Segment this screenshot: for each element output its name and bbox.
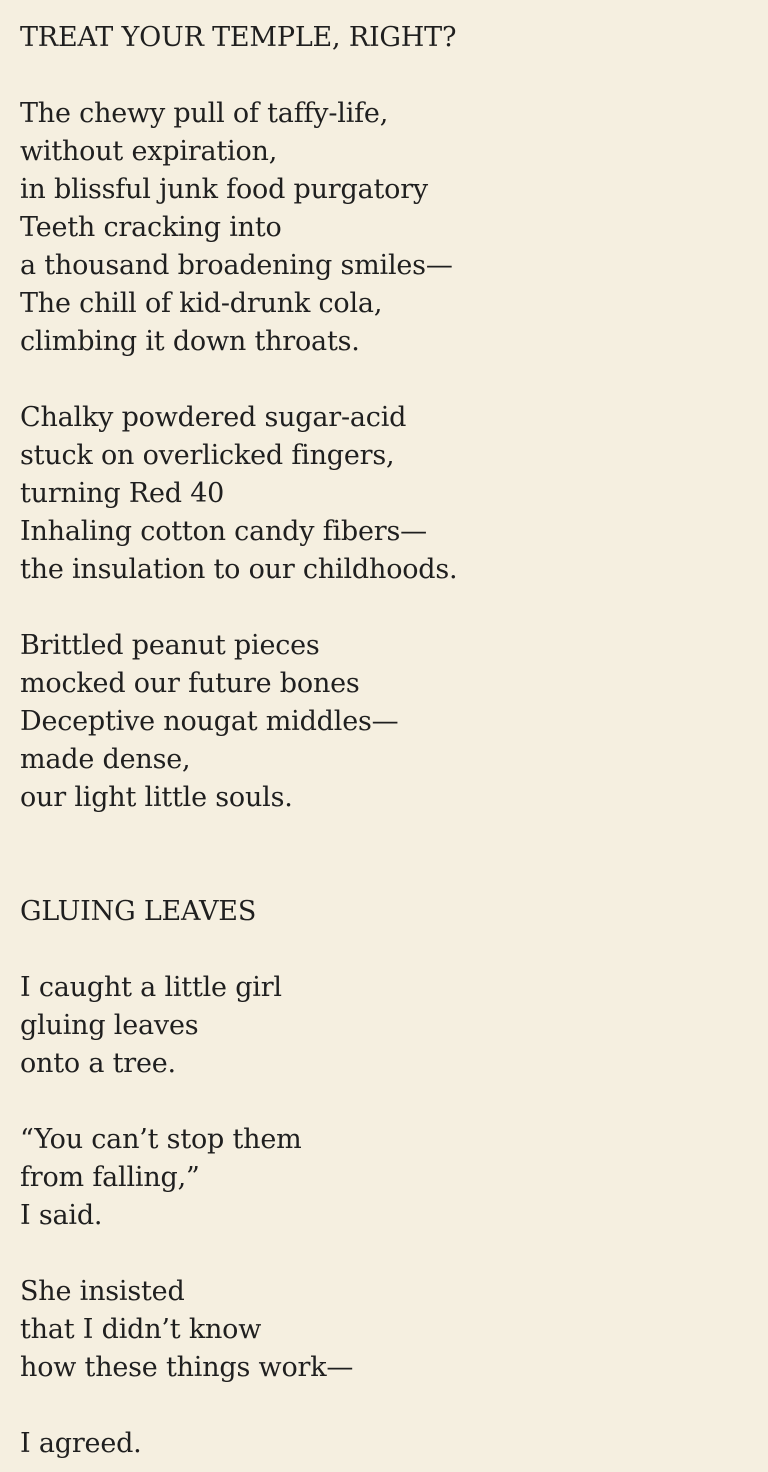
poem-line: from falling,” — [20, 1162, 200, 1193]
poem-separator — [20, 817, 748, 893]
stanza-gap — [20, 1387, 748, 1425]
poem-line: I said. — [20, 1200, 103, 1231]
poem-line: The chewy pull of taffy-life, — [20, 98, 389, 129]
stanza-gap — [20, 57, 748, 95]
poem-line: The chill of kid-drunk cola, — [20, 288, 383, 319]
stanza — [20, 969, 748, 1083]
stanza-gap — [20, 361, 748, 399]
poem-line: “You can’t stop them — [20, 1124, 302, 1155]
poem-line: the insulation to our childhoods. — [20, 554, 458, 585]
poem-title: GLUING LEAVES — [20, 896, 257, 927]
stanza — [20, 1425, 748, 1463]
poem-line: Brittled peanut pieces — [20, 630, 320, 661]
poem-line: gluing leaves — [20, 1010, 199, 1041]
poem-line: I agreed. — [20, 1428, 142, 1459]
poem-line: mocked our future bones — [20, 668, 360, 699]
poem-line: how these things work— — [20, 1352, 354, 1383]
poem-line: stuck on overlicked fingers, — [20, 440, 395, 471]
poem-line: I caught a little girl — [20, 972, 282, 1003]
stanza — [20, 95, 748, 361]
poem-line: Teeth cracking into — [20, 212, 282, 243]
poem-line: a thousand broadening smiles— — [20, 250, 453, 281]
poem-line: that I didn’t know — [20, 1314, 262, 1345]
document-page — [20, 19, 748, 1463]
poem-line: turning Red 40 — [20, 478, 225, 509]
stanza-gap — [20, 931, 748, 969]
stanza-gap — [20, 1235, 748, 1273]
poem-line: climbing it down throats. — [20, 326, 360, 357]
poem-line: made dense, — [20, 744, 191, 775]
poem-line: Deceptive nougat middles— — [20, 706, 399, 737]
poem-line: Inhaling cotton candy fibers— — [20, 516, 427, 547]
poem-line: Chalky powdered sugar-acid — [20, 402, 407, 433]
stanza-gap — [20, 1083, 748, 1121]
stanza-gap — [20, 589, 748, 627]
poem-line: She insisted — [20, 1276, 185, 1307]
stanza — [20, 1273, 748, 1387]
stanza — [20, 627, 748, 817]
poem-line: without expiration, — [20, 136, 278, 167]
poem-2 — [20, 893, 748, 1463]
poem-line: in blissful junk food purgatory — [20, 174, 428, 205]
poem-line: our light little souls. — [20, 782, 293, 813]
stanza — [20, 1121, 748, 1235]
poem-1 — [20, 19, 748, 817]
stanza — [20, 399, 748, 589]
poem-line: onto a tree. — [20, 1048, 176, 1079]
poem-title: TREAT YOUR TEMPLE, RIGHT? — [20, 22, 457, 53]
